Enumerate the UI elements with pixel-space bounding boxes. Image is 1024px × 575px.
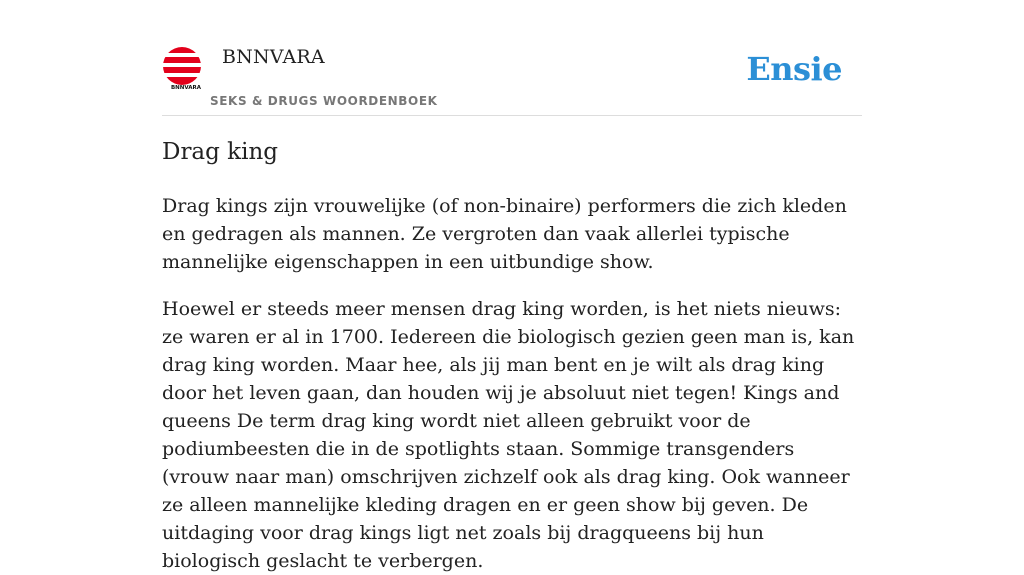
brand-name[interactable]: BNNVARA — [222, 46, 325, 68]
ensie-logo[interactable]: Ensie — [746, 50, 842, 88]
definition-paragraph: Drag kings zijn vrouwelijke (of non-binaire) performers die zich kleden en gedragen als mannen. Ze vergroten dan vaak allerlei typische mannelijke eigenschappen in een uitbundige show. — [162, 195, 847, 273]
header — [162, 0, 862, 116]
logo-text: BNNVARA — [170, 85, 202, 91]
bnnvara-logo-icon[interactable] — [162, 46, 202, 90]
body-paragraph: Hoewel er steeds meer mensen drag king worden, is het niets nieuws: ze waren er al in 1700. Iedereen die biologisch gezien geen man is, kan drag king worden. Maar hee, als jij man bent en je wilt als drag king door het leven gaan, dan houden wij je absoluut niet tegen! Kings and queens De term drag king wordt niet alleen gebruikt voor de podiumbeesten die in de spotlights staan. Sommige transgenders (vrouw naar man) omschrijven zichzelf ook als drag king. Ook wanneer ze alleen mannelijke kleding dragen en er geen show bij geven. De uitdaging voor drag kings ligt net zoals bij dragqueens bij hun biologisch geslacht te verbergen. — [162, 298, 855, 572]
dictionary-subtitle[interactable]: SEKS & DRUGS WOORDENBOEK — [210, 94, 438, 108]
page-title: Drag king — [162, 139, 279, 165]
page-container — [162, 0, 862, 572]
